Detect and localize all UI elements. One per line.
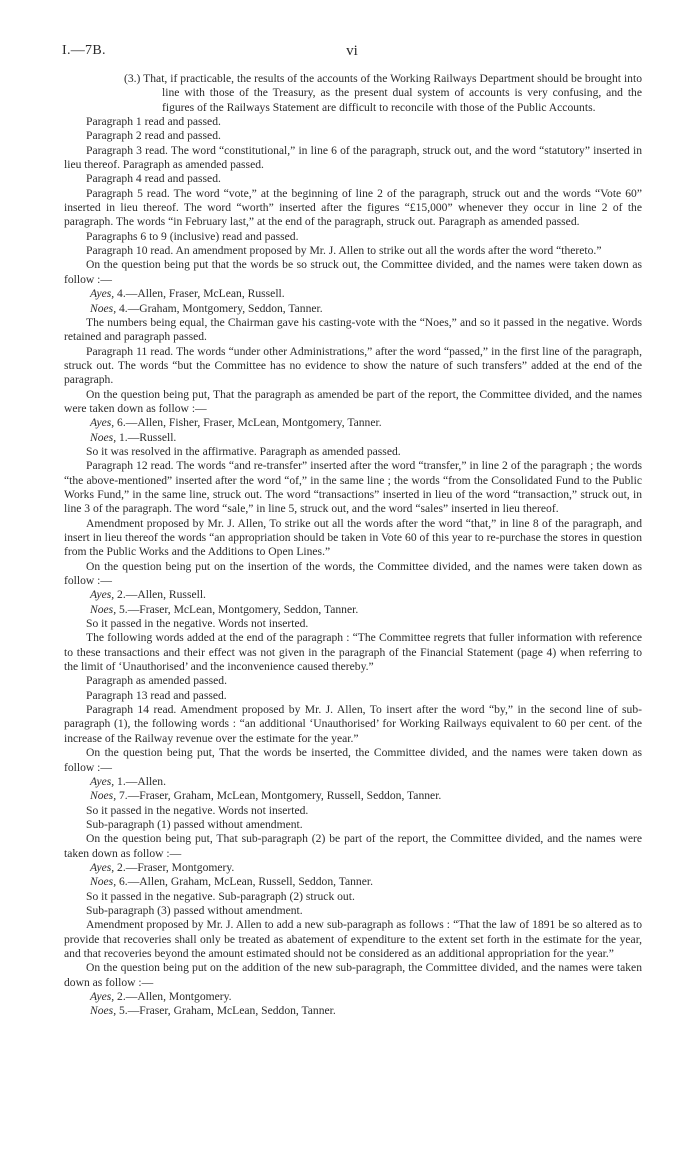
vote-names: 2.—Fraser, Montgomery. bbox=[114, 860, 235, 874]
page-number: vi bbox=[346, 43, 358, 59]
minute-paragraph: Paragraph 14 read. Amendment proposed by Mr. J. Allen, To insert after the word “by,” in the second line of sub-paragraph (1), the following words : “an additional ‘Unauthorised’ for Working Railways equivalent to 60 per cent. of the increase of the Railway revenue over the estimate for the year.” bbox=[64, 703, 642, 745]
vote-record bbox=[64, 875, 642, 889]
minute-paragraph: So it was resolved in the affirmative. Paragraph as amended passed. bbox=[86, 444, 401, 458]
vote-label: Noes, bbox=[90, 430, 117, 444]
vote-label: Ayes, bbox=[90, 860, 115, 874]
minute-paragraph: The following words added at the end of the paragraph : “The Committee regrets that fuller information with reference to these transactions and their effect was not given in the paragraph of the Financial Statement (page 4) when referring to the limit of ‘Unauthorised’ and the inconvenience caused thereby.” bbox=[64, 631, 642, 674]
vote-label: Ayes, bbox=[90, 774, 115, 788]
vote-record bbox=[64, 416, 642, 430]
vote-names: 5.—Fraser, McLean, Montgomery, Seddon, Tanner. bbox=[116, 602, 359, 616]
vote-names: 6.—Allen, Graham, McLean, Russell, Seddon, Tanner. bbox=[116, 875, 373, 889]
vote-names: 2.—Allen, Montgomery. bbox=[114, 990, 232, 1003]
vote-label: Noes, bbox=[90, 875, 117, 889]
vote-label: Ayes, bbox=[90, 588, 115, 602]
vote-record bbox=[64, 431, 642, 445]
vote-names: 5.—Fraser, Graham, McLean, Seddon, Tanner. bbox=[116, 1004, 336, 1018]
vote-record bbox=[64, 775, 642, 789]
vote-label: Ayes, bbox=[90, 287, 115, 301]
vote-record bbox=[64, 302, 642, 316]
minute-paragraph: Paragraph 12 read. The words “and re-transfer” inserted after the word “transfer,” in line 2 of the paragraph ; the words “the above-mentioned” inserted after the word “of,” in the same line ; the words “from the Consolidated Fund to the Public Works Fund,” in the same line, struck out. The word “transactions” inserted in lieu of the word “transaction,” struck out, in line 3 of the paragraph. The word “sale,” in line 5, struck out, and the word “sales” inserted in lieu thereof. bbox=[64, 459, 642, 516]
minute-paragraph: On the question being put, That the words be inserted, the Committee divided, and the names were taken down as follow :— bbox=[64, 746, 642, 774]
minute-paragraph: Paragraph 1 read and passed. bbox=[86, 115, 221, 129]
vote-names: 2.—Allen, Russell. bbox=[114, 588, 206, 602]
minute-paragraph: So it passed in the negative. Words not inserted. bbox=[86, 617, 309, 631]
vote-record bbox=[64, 1004, 642, 1018]
vote-names: 1.—Russell. bbox=[116, 430, 177, 444]
vote-label: Noes, bbox=[90, 789, 117, 803]
vote-label: Noes, bbox=[90, 602, 117, 616]
minute-paragraph: On the question being put, That sub-paragraph (2) be part of the report, the Committee divided, and the names were taken down as follow :— bbox=[64, 832, 642, 860]
minute-paragraph: So it passed in the negative. Words not inserted. bbox=[86, 803, 309, 817]
vote-record bbox=[64, 990, 642, 1004]
minute-paragraph: Paragraph 11 read. The words “under other Administrations,” after the word “passed,” in the first line of the paragraph, struck out. The words “but the Committee has no evidence to show the nature of such transfers” added at the end of the paragraph. bbox=[64, 344, 642, 387]
numbered-clause: (3.) That, if practicable, the results of the accounts of the Working Railways Department should be brought into line with those of the Treasury, as the present dual system of accounts is very confusing, and the figures of the Railways Statement are difficult to reconcile with those of the Public Accounts. bbox=[124, 72, 642, 114]
minute-paragraph: Paragraph as amended passed. bbox=[86, 674, 228, 688]
minute-paragraph: Amendment proposed by Mr. J. Allen to add a new sub-paragraph as follows : “That the law of 1891 be so altered as to provide that recoveries shall only be treated as abatement of expenditure to the extent set forth in the estimate for the year, and that recoveries beyond the amount estimated should not be considered as an additional appropriation for the year.” bbox=[64, 918, 642, 960]
minute-paragraph: On the question being put, That the paragraph as amended be part of the report, the Committee divided, and the names were taken down as follow :— bbox=[64, 387, 642, 415]
vote-label: Noes, bbox=[90, 301, 117, 315]
minute-paragraph: Sub-paragraph (3) passed without amendment. bbox=[86, 903, 303, 917]
minute-paragraph: Paragraphs 6 to 9 (inclusive) read and passed. bbox=[86, 229, 299, 243]
vote-record bbox=[64, 861, 642, 875]
minute-paragraph: Sub-paragraph (1) passed without amendment. bbox=[86, 817, 303, 831]
minute-paragraph: Paragraph 13 read and passed. bbox=[86, 688, 227, 702]
vote-names: 1.—Allen. bbox=[114, 774, 166, 788]
vote-label: Ayes, bbox=[90, 990, 115, 1003]
vote-record bbox=[64, 789, 642, 803]
minute-paragraph: Paragraph 10 read. An amendment proposed by Mr. J. Allen to strike out all the words after the word “thereto.” bbox=[86, 244, 602, 258]
vote-record bbox=[64, 603, 642, 617]
vote-record bbox=[64, 588, 642, 602]
minute-paragraph: Paragraph 3 read. The word “constitutional,” in line 6 of the paragraph, struck out, and the word “statutory” inserted in lieu thereof. Paragraph as amended passed. bbox=[64, 143, 642, 172]
minute-paragraph: On the question being put that the words be so struck out, the Committee divided, and the names were taken down as follow :— bbox=[64, 258, 642, 286]
parliamentary-paper-reference: I.—7B. bbox=[62, 43, 106, 58]
vote-label: Ayes, bbox=[90, 416, 115, 430]
minute-paragraph: Amendment proposed by Mr. J. Allen, To strike out all the words after the word “that,” in line 8 of the paragraph, and insert in lieu thereof the words “an appropriation should be taken in Vote 60 of this year to re-purchase the stores in question from the Public Works and the Additions to Open Lines.” bbox=[64, 516, 642, 559]
minute-paragraph: On the question being put on the addition of the new sub-paragraph, the Committee divided, and the names were taken down as follow :— bbox=[64, 961, 642, 989]
minute-paragraph: Paragraph 2 read and passed. bbox=[86, 129, 221, 143]
vote-label: Noes, bbox=[90, 1004, 117, 1018]
vote-record bbox=[64, 287, 642, 301]
vote-names: 4.—Graham, Montgomery, Seddon, Tanner. bbox=[116, 301, 323, 315]
vote-names: 4.—Allen, Fraser, McLean, Russell. bbox=[114, 287, 285, 301]
minute-paragraph: Paragraph 5 read. The word “vote,” at the beginning of line 2 of the paragraph, struck out and the words “Vote 60” inserted in lieu thereof. The word “worth” inserted after the figures “£15,000” whenever they occur in line 2 of the paragraph. The words “in February last,” at the end of the paragraph, struck out. Paragraph as amended passed. bbox=[64, 186, 642, 229]
minute-paragraph: Paragraph 4 read and passed. bbox=[86, 172, 221, 186]
minute-paragraph: On the question being put on the insertion of the words, the Committee divided, and the names were taken down as follow :— bbox=[64, 559, 642, 588]
vote-names: 6.—Allen, Fisher, Fraser, McLean, Montgomery, Tanner. bbox=[114, 416, 382, 430]
minute-paragraph: So it passed in the negative. Sub-paragraph (2) struck out. bbox=[86, 889, 355, 903]
minute-paragraph: The numbers being equal, the Chairman gave his casting-vote with the “Noes,” and so it passed in the negative. Words retained and paragraph passed. bbox=[64, 315, 642, 344]
minutes-body bbox=[64, 72, 642, 1019]
page-header bbox=[62, 43, 642, 65]
vote-names: 7.—Fraser, Graham, McLean, Montgomery, Russell, Seddon, Tanner. bbox=[116, 789, 442, 803]
